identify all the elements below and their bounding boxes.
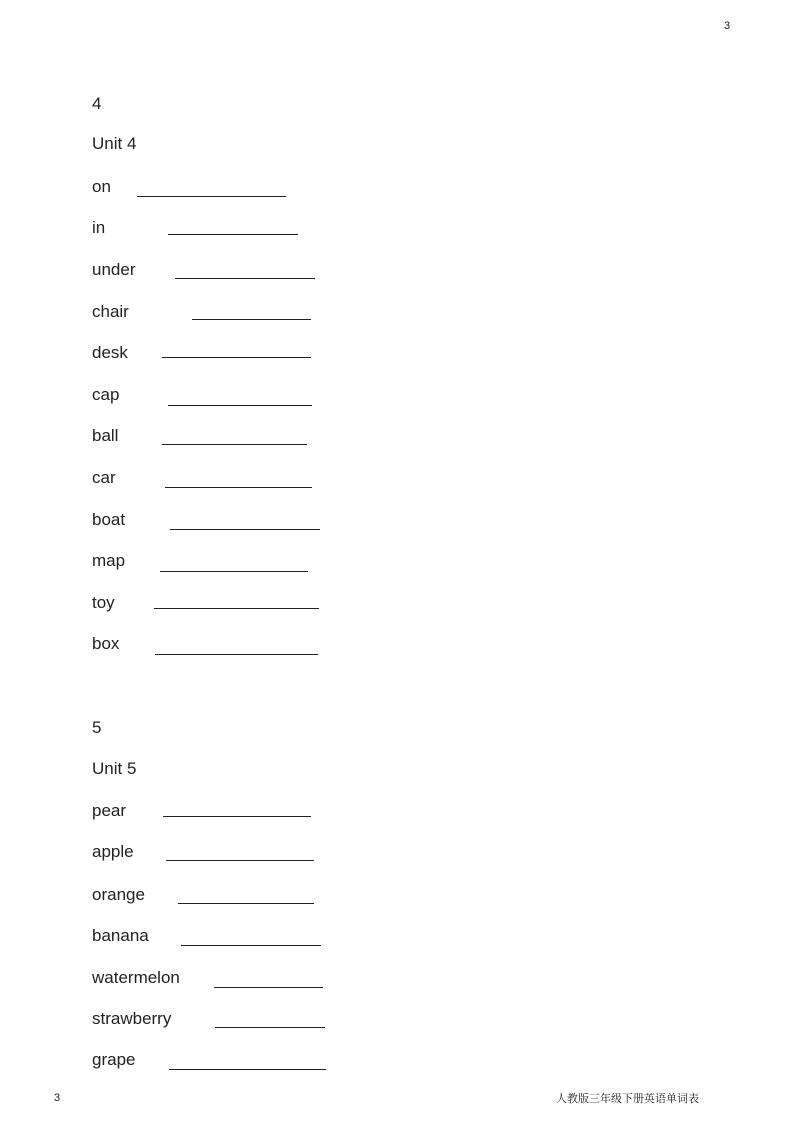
answer-blank[interactable] bbox=[137, 196, 286, 197]
answer-blank[interactable] bbox=[154, 608, 319, 609]
vocab-word: toy bbox=[92, 593, 115, 612]
vocab-word: boat bbox=[92, 510, 126, 529]
vocab-word: ball bbox=[92, 426, 119, 445]
vocab-word: banana bbox=[92, 926, 149, 945]
vocab-word: chair bbox=[92, 302, 129, 321]
answer-blank[interactable] bbox=[192, 319, 311, 320]
answer-blank[interactable] bbox=[169, 1069, 326, 1070]
vocab-word: map bbox=[92, 551, 126, 570]
answer-blank[interactable] bbox=[166, 860, 314, 861]
answer-blank[interactable] bbox=[162, 357, 311, 358]
page-number-top: 3 bbox=[724, 20, 731, 32]
vocab-word: desk bbox=[92, 343, 128, 362]
answer-blank[interactable] bbox=[181, 945, 321, 946]
vocab-word: orange bbox=[92, 885, 145, 904]
vocab-word: watermelon bbox=[92, 968, 180, 987]
vocab-word: car bbox=[92, 468, 116, 487]
answer-blank[interactable] bbox=[178, 903, 314, 904]
answer-blank[interactable] bbox=[155, 654, 318, 655]
footer-title: 人教版三年级下册英语单词表 bbox=[556, 1092, 699, 1105]
answer-blank[interactable] bbox=[168, 234, 298, 235]
vocab-word: in bbox=[92, 218, 106, 237]
answer-blank[interactable] bbox=[175, 278, 315, 279]
section-number: 4 bbox=[92, 94, 102, 113]
answer-blank[interactable] bbox=[214, 987, 323, 988]
page-number-bottom: 3 bbox=[54, 1092, 61, 1104]
vocab-word: box bbox=[92, 634, 120, 653]
answer-blank[interactable] bbox=[163, 816, 311, 817]
answer-blank[interactable] bbox=[215, 1027, 325, 1028]
answer-blank[interactable] bbox=[170, 529, 320, 530]
vocab-word: pear bbox=[92, 801, 127, 820]
vocab-word: cap bbox=[92, 385, 120, 404]
vocab-word: grape bbox=[92, 1050, 136, 1069]
section-number: 5 bbox=[92, 718, 102, 737]
answer-blank[interactable] bbox=[162, 444, 307, 445]
vocab-word: under bbox=[92, 260, 136, 279]
vocab-word: strawberry bbox=[92, 1009, 172, 1028]
unit-title: Unit 4 bbox=[92, 134, 137, 153]
answer-blank[interactable] bbox=[160, 571, 308, 572]
vocab-word: apple bbox=[92, 842, 134, 861]
answer-blank[interactable] bbox=[165, 487, 312, 488]
unit-title: Unit 5 bbox=[92, 759, 137, 778]
answer-blank[interactable] bbox=[168, 405, 312, 406]
vocab-word: on bbox=[92, 177, 111, 196]
